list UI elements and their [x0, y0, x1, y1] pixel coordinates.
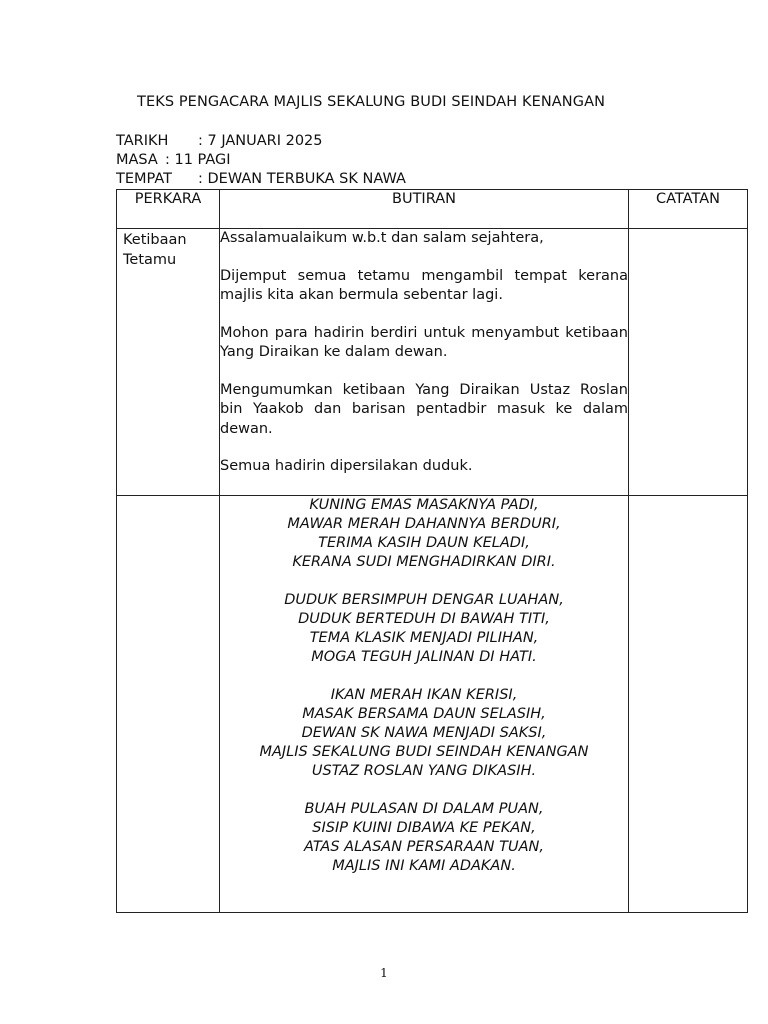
pantun-line: MAJLIS SEKALUNG BUDI SEINDAH KENANGAN: [259, 744, 589, 760]
document-title: TEKS PENGACARA MAJLIS SEKALUNG BUDI SEINDAH KENANGAN: [137, 94, 606, 110]
pantun-line: MOGA TEGUH JALINAN DI HATI.: [311, 649, 537, 665]
perkara-cell: Ketibaan Tetamu: [117, 229, 220, 496]
masa-value: : 11 PAGI: [165, 152, 231, 168]
meta-tarikh: [116, 133, 323, 149]
butiran-paragraph: Semua hadirin dipersilakan duduk.: [220, 458, 473, 474]
program-table: [116, 189, 748, 913]
butiran-paragraph: Mengumumkan ketibaan Yang Diraikan Ustaz Roslan bin Yaakob dan barisan pentadbir masuk ke dalam dewan.: [220, 381, 628, 437]
butiran-paragraph: Assalamualaikum w.b.t dan salam sejahtera,: [220, 230, 544, 246]
header-butiran: BUTIRAN: [220, 190, 629, 229]
pantun-line: BUAH PULASAN DI DALAM PUAN,: [304, 801, 544, 817]
pantun-line: SISIP KUINI DIBAWA KE PEKAN,: [312, 820, 536, 836]
header-perkara: PERKARA: [117, 190, 220, 229]
meta-tempat: [116, 171, 406, 187]
header-catatan: CATATAN: [629, 190, 748, 229]
pantun-stanza: [220, 686, 628, 781]
page-number: 1: [380, 966, 388, 980]
butiran-paragraph: Dijemput semua tetamu mengambil tempat kerana majlis kita akan bermula sebentar lagi.: [220, 267, 628, 303]
tempat-label: TEMPAT: [116, 171, 172, 187]
pantun-line: DUDUK BERSIMPUH DENGAR LUAHAN,: [284, 592, 564, 608]
pantun-line: MAJLIS INI KAMI ADAKAN.: [332, 858, 516, 874]
pantun-line: ATAS ALASAN PERSARAAN TUAN,: [304, 839, 544, 855]
pantun-line: KERANA SUDI MENGHADIRKAN DIRI.: [292, 554, 556, 570]
pantun-stanza: [220, 800, 628, 876]
butiran-cell: [220, 229, 629, 496]
catatan-cell: [629, 229, 748, 496]
pantun-line: MAWAR MERAH DAHANNYA BERDURI,: [287, 516, 561, 532]
catatan-cell: [629, 496, 748, 913]
pantun-stanza: [220, 496, 628, 572]
table-header-row: [117, 190, 748, 229]
tempat-value: : DEWAN TERBUKA SK NAWA: [198, 171, 406, 187]
butiran-paragraph: Mohon para hadirin berdiri untuk menyambut ketibaan Yang Diraikan ke dalam dewan.: [220, 324, 628, 360]
pantun-line: USTAZ ROSLAN YANG DIKASIH.: [311, 763, 537, 779]
table-row: [117, 496, 748, 913]
pantun-line: KUNING EMAS MASAKNYA PADI,: [309, 497, 539, 513]
pantun-line: DUDUK BERTEDUH DI BAWAH TITI,: [298, 611, 550, 627]
pantun-line: IKAN MERAH IKAN KERISI,: [330, 687, 518, 703]
perkara-cell: [117, 496, 220, 913]
pantun-stanza: [220, 591, 628, 667]
pantun-line: TERIMA KASIH DAUN KELADI,: [318, 535, 530, 551]
meta-masa: [116, 152, 231, 168]
pantun-line: DEWAN SK NAWA MENJADI SAKSI,: [301, 725, 547, 741]
masa-label: MASA: [116, 152, 158, 168]
table-row: [117, 229, 748, 496]
pantun-cell: [220, 496, 629, 913]
tarikh-value: : 7 JANUARI 2025: [198, 133, 323, 149]
tarikh-label: TARIKH: [116, 133, 169, 149]
pantun-line: MASAK BERSAMA DAUN SELASIH,: [302, 706, 546, 722]
pantun-line: TEMA KLASIK MENJADI PILIHAN,: [309, 630, 539, 646]
